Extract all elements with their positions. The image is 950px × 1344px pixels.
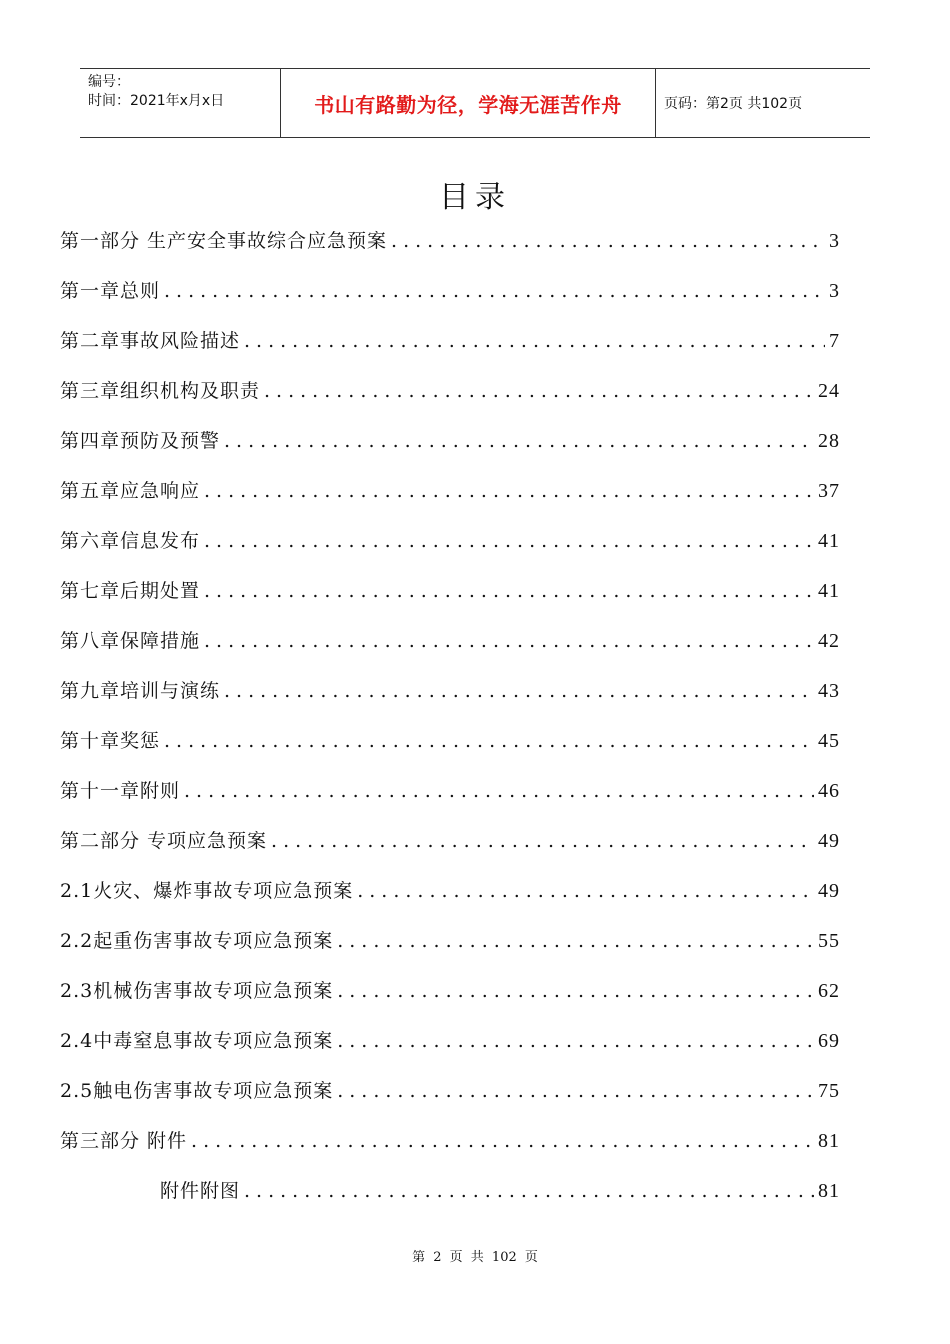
toc-leader (204, 480, 814, 502)
document-number-label: 编号： (88, 74, 130, 90)
toc-entry-label: 2.1火灾、爆炸事故专项应急预案 (60, 880, 354, 902)
toc-entry[interactable] (60, 626, 840, 660)
toc-entry-label: 第四章预防及预警 (60, 430, 221, 452)
toc-entry-page: 75 (818, 1080, 840, 1102)
toc-entry[interactable] (60, 826, 840, 860)
toc-entry[interactable] (60, 726, 840, 760)
toc-entry-page: 41 (818, 580, 840, 602)
toc-entry-label: 第三章组织机构及职责 (60, 380, 261, 402)
header-motto: 书山有路勤为径，学海无涯苦作舟 (280, 69, 656, 137)
toc-leader (271, 830, 814, 852)
toc-entry-label: 第十章奖惩 (60, 730, 161, 752)
toc-entry-page: 81 (818, 1180, 840, 1202)
header-page-info: 页码：第2页 共102页 (664, 96, 803, 112)
toc-entry[interactable] (60, 1076, 840, 1110)
toc-entry-page: 69 (818, 1030, 840, 1052)
toc-leader (224, 430, 814, 452)
toc-entry-label: 2.4中毒窒息事故专项应急预案 (60, 1030, 334, 1052)
toc-entry-page: 62 (818, 980, 840, 1002)
toc-entry-label: 第六章信息发布 (60, 530, 201, 552)
toc-entry-label: 第五章应急响应 (60, 480, 201, 502)
toc-entry-label: 第一部分 生产安全事故综合应急预案 (60, 230, 388, 252)
page-header (80, 68, 870, 138)
toc-entry[interactable] (60, 1126, 840, 1160)
toc-entry[interactable] (60, 926, 840, 960)
toc-entry-page: 46 (818, 780, 840, 802)
page-title: 目录 (439, 180, 511, 215)
toc-entry-page: 41 (818, 530, 840, 552)
toc-entry[interactable] (60, 426, 840, 460)
toc-entry-label: 2.5触电伤害事故专项应急预案 (60, 1080, 334, 1102)
toc-entry-label: 第十一章附则 (60, 780, 181, 802)
toc-leader (224, 680, 814, 702)
toc-entry-page: 43 (818, 680, 840, 702)
toc-entry-label: 2.3机械伤害事故专项应急预案 (60, 980, 334, 1002)
toc-leader (264, 380, 814, 402)
toc-entry-page: 45 (818, 730, 840, 752)
toc-entry-page: 3 (829, 280, 840, 302)
toc-leader (337, 930, 814, 952)
toc-leader (244, 330, 825, 352)
toc-entry-page: 24 (818, 380, 840, 402)
toc-entry[interactable] (160, 1176, 840, 1210)
toc-entry[interactable] (60, 476, 840, 510)
toc-entry-label: 第九章培训与演练 (60, 680, 221, 702)
toc-leader (391, 230, 825, 252)
toc-leader (204, 530, 814, 552)
toc-leader (244, 1180, 814, 1202)
toc-entry[interactable] (60, 976, 840, 1010)
toc-entry-page: 28 (818, 430, 840, 452)
header-meta (80, 69, 280, 137)
toc-leader (337, 980, 814, 1002)
toc-entry-page: 49 (818, 830, 840, 852)
toc-entry[interactable] (60, 776, 840, 810)
toc-entry-label: 第三部分 附件 (60, 1130, 188, 1152)
toc-entry-label: 附件附图 (160, 1180, 241, 1202)
toc-leader (204, 630, 814, 652)
toc-entry-label: 第八章保障措施 (60, 630, 201, 652)
toc-entry[interactable] (60, 376, 840, 410)
page-footer: 第 2 页 共 102 页 (412, 1250, 538, 1265)
toc-leader (337, 1030, 814, 1052)
toc-leader (184, 780, 814, 802)
toc-entry-label: 第一章总则 (60, 280, 161, 302)
toc-leader (191, 1130, 814, 1152)
toc-entry[interactable] (60, 1026, 840, 1060)
toc-entry-label: 第七章后期处置 (60, 580, 201, 602)
toc-entry[interactable] (60, 876, 840, 910)
toc-entry-page: 3 (829, 230, 840, 252)
toc-entry[interactable] (60, 526, 840, 560)
toc-leader (204, 580, 814, 602)
document-date: 时间：2021年x月x日 (88, 93, 225, 109)
toc-entry[interactable] (60, 576, 840, 610)
toc-entry-page: 81 (818, 1130, 840, 1152)
toc-leader (164, 730, 814, 752)
toc-entry[interactable] (60, 226, 840, 260)
toc-entry-page: 42 (818, 630, 840, 652)
toc-entry-label: 2.2起重伤害事故专项应急预案 (60, 930, 334, 952)
toc-entry-label: 第二部分 专项应急预案 (60, 830, 268, 852)
toc-entry-page: 49 (818, 880, 840, 902)
toc-entry-label: 第二章事故风险描述 (60, 330, 241, 352)
toc-entry-page: 55 (818, 930, 840, 952)
toc-entry[interactable] (60, 276, 840, 310)
toc-entry-page: 7 (829, 330, 840, 352)
toc-leader (164, 280, 825, 302)
toc-leader (357, 880, 814, 902)
toc-entry-page: 37 (818, 480, 840, 502)
toc-leader (337, 1080, 814, 1102)
toc-entry[interactable] (60, 676, 840, 710)
toc-entry[interactable] (60, 326, 840, 360)
